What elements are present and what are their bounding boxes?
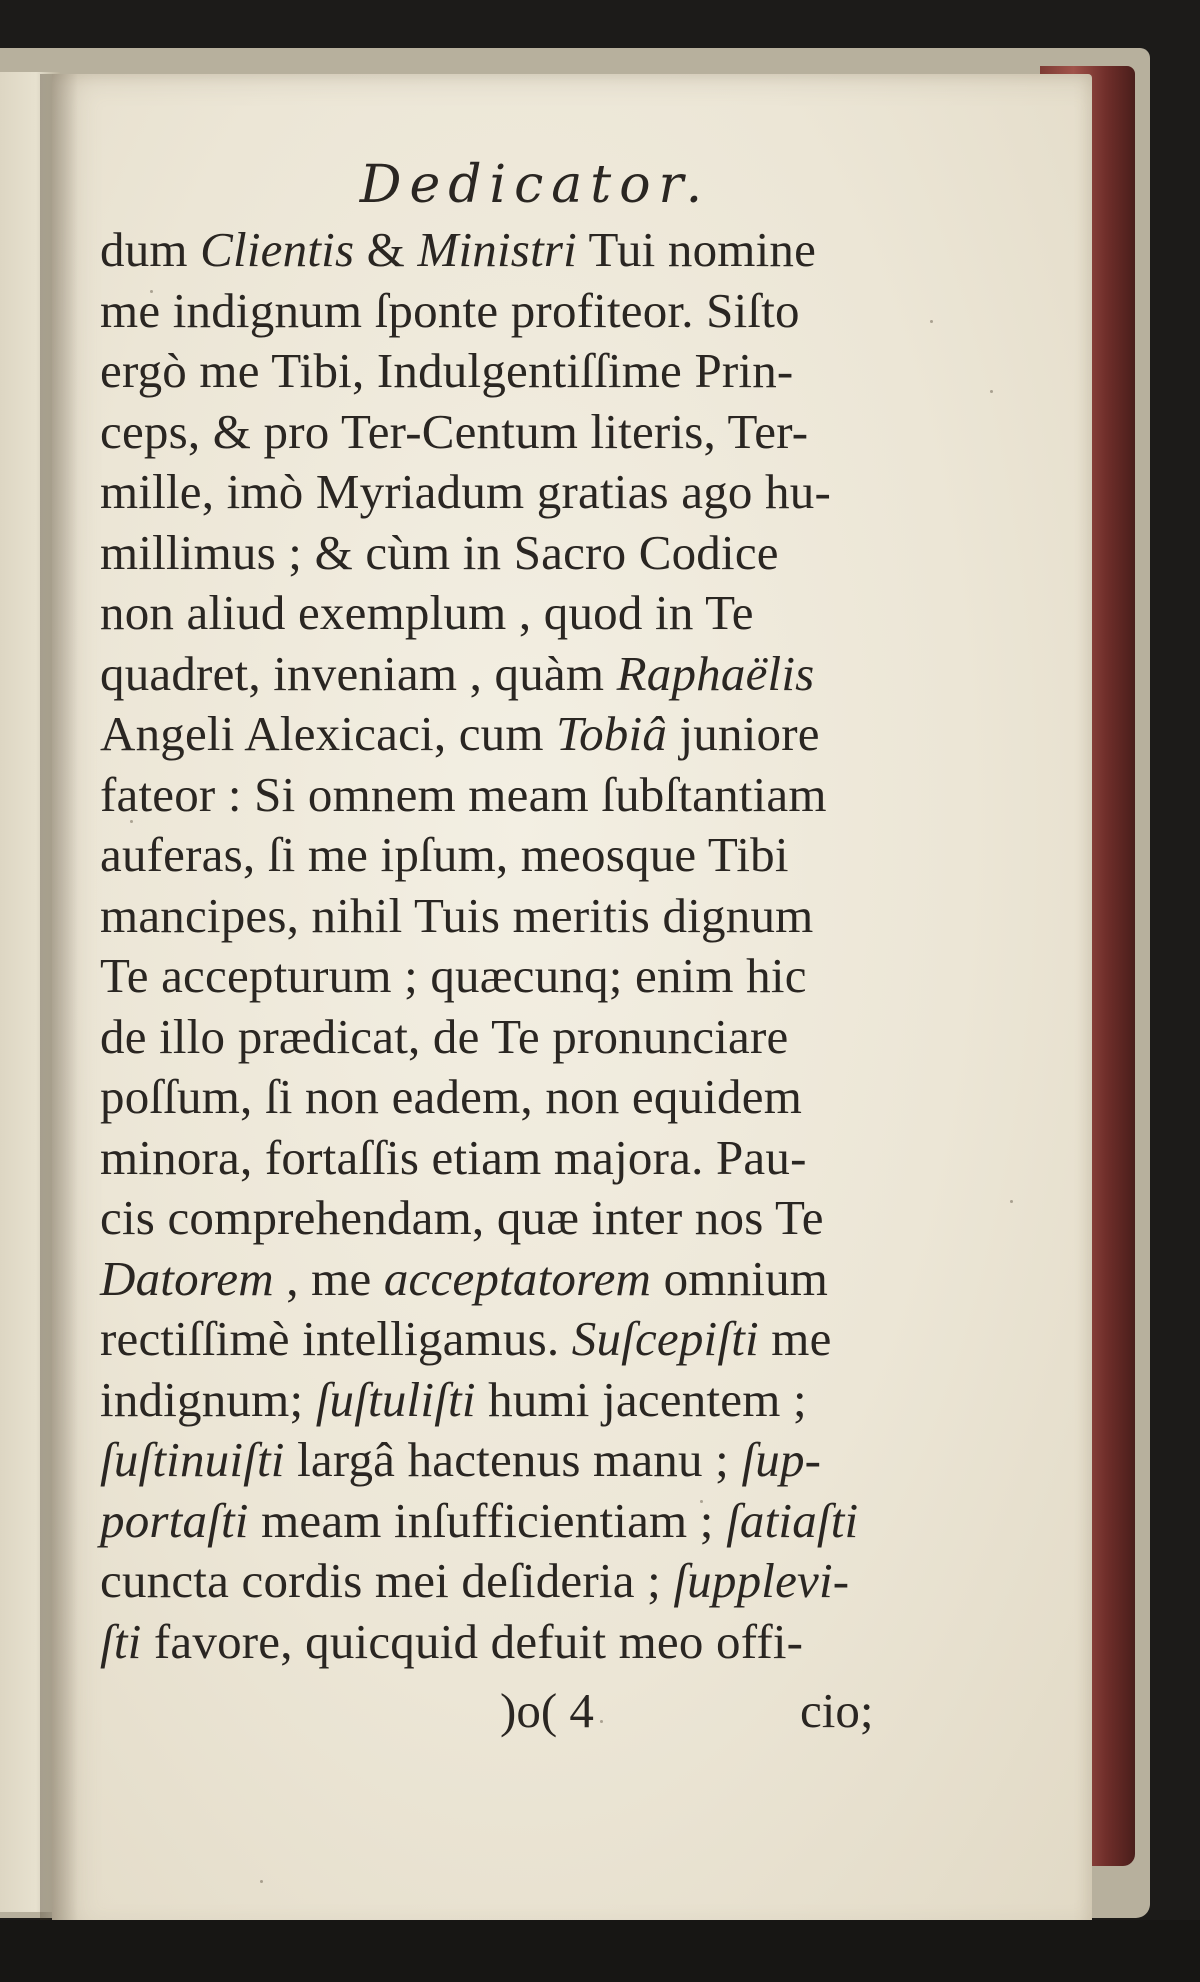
text-line — [100, 1067, 960, 1128]
paper-speck — [990, 390, 993, 393]
text-line — [100, 1249, 960, 1310]
text-run: cis comprehendam, quæ inter nos Te — [100, 1190, 824, 1245]
running-head: Dedicator. — [359, 155, 711, 215]
text-line — [100, 886, 960, 947]
text-run: & — [354, 222, 418, 277]
text-run: largâ hactenus manu ; — [284, 1432, 742, 1487]
text-run: mille, imò Myriadum gratias ago hu- — [100, 464, 831, 519]
text-line — [100, 1007, 960, 1068]
text-run: fateor : Si omnem meam ſubſtantiam — [100, 766, 827, 822]
text-run: favore, quicquid defuit meo offi- — [141, 1613, 804, 1669]
paper-speck — [130, 820, 133, 823]
italic-text: ſuſtinuiſti — [100, 1432, 285, 1487]
signature-mark: )o( 4 — [500, 1683, 594, 1738]
text-line — [100, 704, 960, 765]
text-line — [100, 1491, 960, 1552]
italic-text: Raphaëlis — [616, 645, 815, 701]
text-line — [100, 1188, 960, 1249]
text-line — [100, 1551, 960, 1612]
text-run: poſſum, ſi non eadem, non equidem — [100, 1069, 803, 1124]
text-run: me indignum ſponte profiteor. Siſto — [100, 282, 800, 338]
italic-text: Tobiâ — [556, 706, 668, 761]
italic-text: Ministri — [417, 222, 577, 277]
text-run: meam inſufficientiam ; — [248, 1492, 727, 1548]
text-run: de illo prædicat, de Te pronunciare — [100, 1008, 789, 1064]
text-line — [100, 220, 960, 281]
page-footer — [100, 1676, 960, 1746]
text-run: millimus ; & cùm in Sacro Codice — [100, 524, 779, 580]
text-run: ergò me Tibi, Indulgentiſſime Prin- — [100, 343, 794, 398]
text-line — [100, 523, 960, 584]
text-run: Angeli Alexicaci, cum — [100, 706, 557, 761]
text-run: mancipes, nihil Tuis meritis dignum — [100, 887, 814, 943]
catchword: cio; — [800, 1683, 874, 1738]
paper-speck — [700, 1500, 703, 1503]
paper-speck — [1010, 1200, 1013, 1203]
gutter-shadow — [40, 74, 78, 1936]
italic-text: ſti — [100, 1613, 142, 1669]
italic-text: ſup- — [741, 1432, 822, 1487]
text-run: minora, fortaſſis etiam majora. Pau- — [100, 1129, 807, 1185]
paper-speck — [150, 290, 153, 293]
text-run: juniore — [667, 706, 820, 761]
text-run: omnium — [651, 1250, 829, 1306]
italic-text: ſupplevi- — [673, 1553, 850, 1608]
background-bottom — [0, 1920, 1200, 1982]
text-line — [100, 1612, 960, 1673]
text-line — [100, 644, 960, 705]
text-run: non aliud exemplum , quod in Te — [100, 585, 754, 640]
paper-speck — [260, 1880, 263, 1883]
text-run: auferas, ſi me ipſum, meosque Tibi — [100, 827, 789, 882]
italic-text: portaſti — [100, 1492, 249, 1548]
italic-text: ſuſtuliſti — [315, 1371, 476, 1427]
paper-speck — [600, 1720, 603, 1723]
italic-text: Clientis — [200, 222, 355, 277]
text-line — [100, 765, 960, 826]
page-text-block — [100, 150, 960, 1746]
text-run: ceps, & pro Ter-Centum literis, Ter- — [100, 403, 809, 459]
italic-text: Datorem — [100, 1250, 274, 1306]
text-run: Te accepturum ; quæcunq; enim hic — [100, 948, 807, 1003]
text-line — [100, 583, 960, 644]
text-run: me — [758, 1311, 832, 1366]
text-line — [100, 281, 960, 342]
body-text — [100, 220, 960, 1672]
text-line — [100, 402, 960, 463]
italic-text: ſatiaſti — [726, 1492, 859, 1548]
text-line — [100, 1309, 960, 1370]
text-line — [100, 462, 960, 523]
italic-text: acceptatorem — [383, 1250, 652, 1306]
text-run: rectiſſimè intelligamus. — [100, 1311, 572, 1366]
text-run: quadret, inveniam , quàm — [100, 645, 617, 701]
italic-text: Suſcepiſti — [571, 1311, 759, 1366]
text-line — [100, 825, 960, 886]
text-line — [100, 1370, 960, 1431]
text-run: cuncta cordis mei deſideria ; — [100, 1553, 674, 1608]
text-run: indignum; — [100, 1371, 316, 1427]
text-line — [100, 946, 960, 1007]
text-line — [100, 341, 960, 402]
text-line — [100, 1430, 960, 1491]
text-run: dum — [100, 222, 201, 277]
paper-speck — [930, 320, 933, 323]
text-line — [100, 1128, 960, 1189]
text-run: Tui nomine — [576, 222, 817, 277]
text-run: , me — [273, 1250, 384, 1306]
text-run: humi jacentem ; — [475, 1371, 807, 1427]
